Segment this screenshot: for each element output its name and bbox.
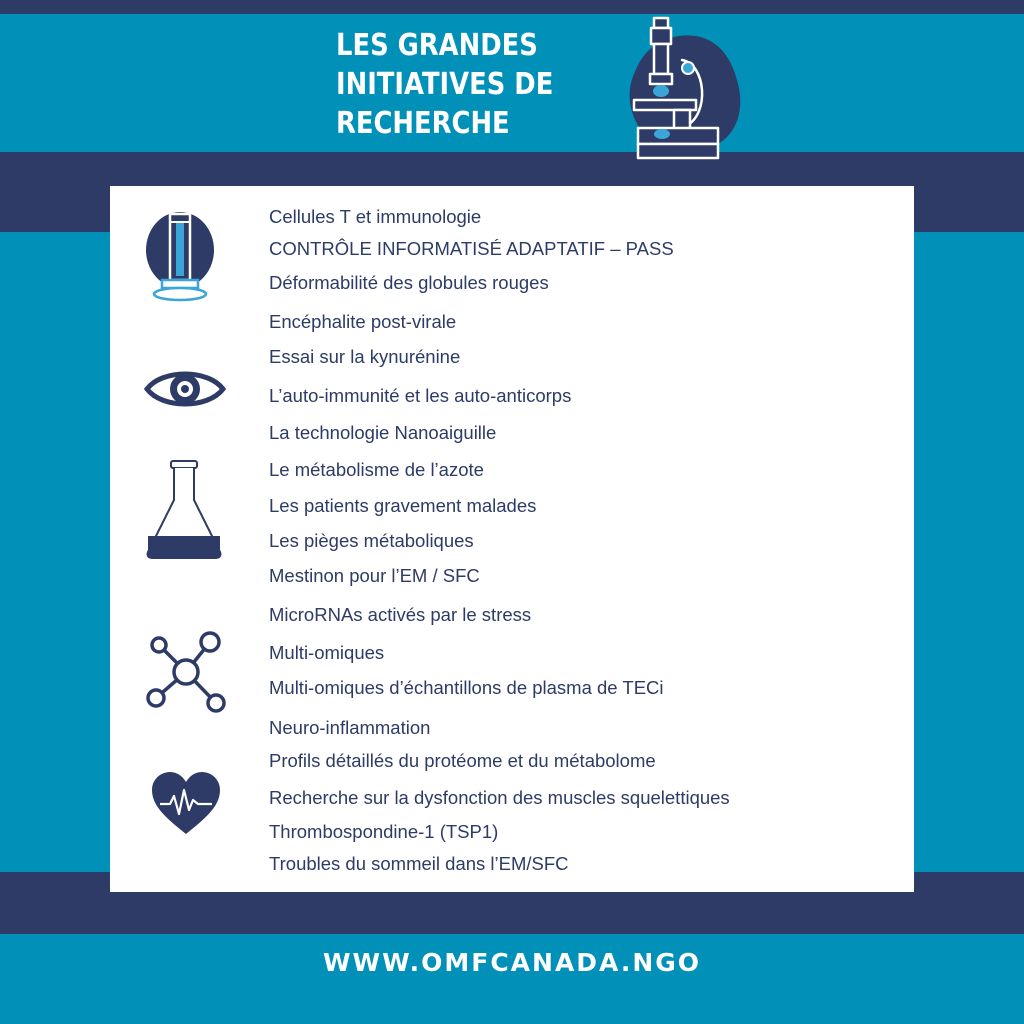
list-item: La technologie Nanoaiguille [269,422,497,443]
list-item: Recherche sur la dysfonction des muscles squelettiques [269,787,730,808]
list-item: Multi-omiques [269,642,385,663]
test-tube-icon [142,208,218,304]
title-line: LES GRANDES [336,28,538,63]
list-item: L’auto-immunité et les auto-anticorps [269,385,572,406]
microscope-icon [614,14,744,164]
list-item: CONTRÔLE INFORMATISÉ ADAPTATIF – PASS [269,238,674,259]
list-item: Les pièges métaboliques [269,530,474,551]
list-item: Déformabilité des globules rouges [269,272,549,293]
list-item: MicroRNAs activés par le stress [269,604,532,625]
list-item: Multi-omiques d’échantillons de plasma de TECi [269,677,664,698]
top-stripe [0,0,1024,14]
research-card [110,186,914,892]
list-item: Troubles du sommeil dans l’EM/SFC [269,853,569,874]
eye-icon [144,364,226,414]
list-item: Cellules T et immunologie [269,206,482,227]
list-item: Thrombospondine-1 (TSP1) [269,821,499,842]
list-item: Essai sur la kynurénine [269,346,461,367]
list-item: Mestinon pour l’EM / SFC [269,565,480,586]
list-item: Encéphalite post-virale [269,311,457,332]
list-item: Neuro-inflammation [269,717,431,738]
molecule-icon [144,628,230,716]
title-line: RECHERCHE [336,106,510,141]
title-line: INITIATIVES DE [336,67,554,102]
list-item: Les patients gravement malades [269,495,537,516]
page-title [336,26,560,143]
flask-icon [144,458,224,562]
heart-pulse-icon [152,772,220,836]
website-link[interactable]: WWW.OMFCANADA.NGO [322,948,702,977]
list-item: Profils détaillés du protéome et du métabolome [269,750,656,771]
list-item: Le métabolisme de l’azote [269,459,484,480]
